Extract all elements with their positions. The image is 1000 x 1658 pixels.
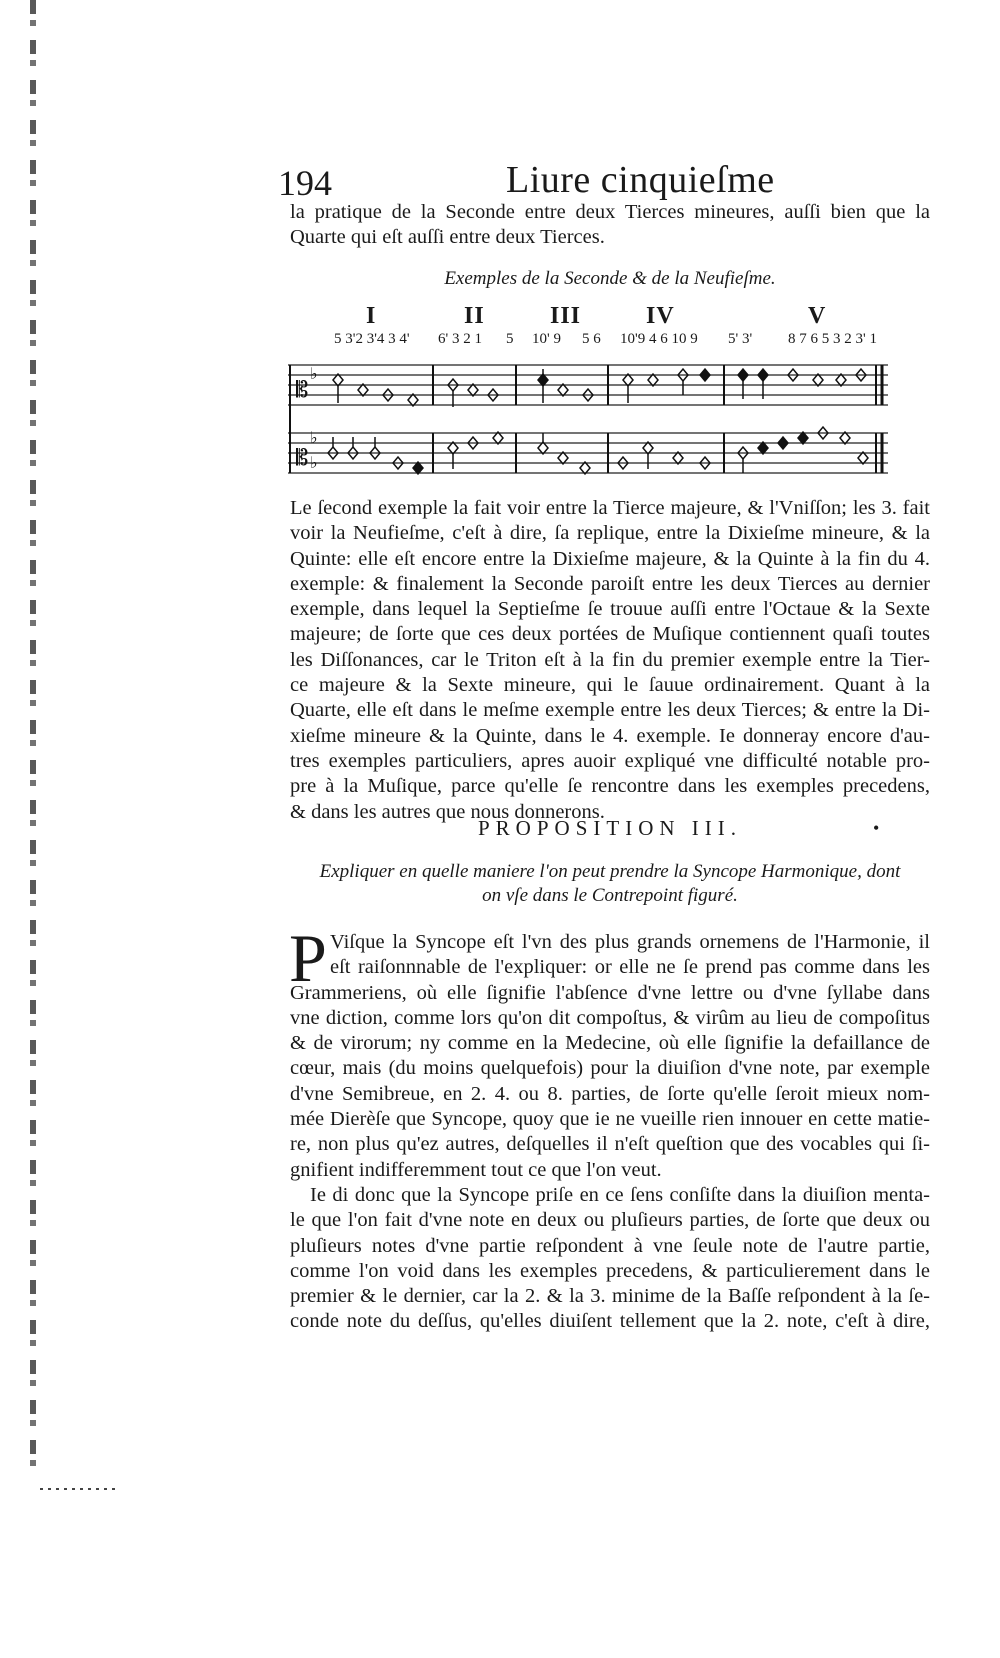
text-line: exemple, dans lequel la Septieſme ſe trouue auſſi entre l'Octaue & la Sexte	[290, 598, 930, 621]
binding-edge-marks	[30, 0, 36, 1480]
page-number: 194	[278, 163, 332, 203]
svg-text:𝄡: 𝄡	[296, 378, 309, 403]
proposition-heading: PROPOSITION III.	[478, 816, 742, 840]
paragraph-1	[290, 496, 930, 825]
text-line: & de virorum; ny comme en la Medecine, où elle ſignifie la defaillance de	[290, 1032, 930, 1055]
text-line: le que l'on fait d'vne note en deux ou pluſieurs parties, de ſorte que deux ou	[290, 1209, 930, 1232]
text-line: exemple: & finalement la Seconde paroiſt entre les deux Tierces au dernier	[290, 572, 930, 595]
example-caption: Exemples de la Seconde & de la Neufieſme.	[444, 268, 776, 289]
interval-figures: 6' 3 2 1	[438, 331, 482, 347]
music-staves	[288, 303, 908, 483]
interval-figures: 5	[506, 331, 514, 347]
proposition-title-line: on vſe dans le Contrepoint figuré.	[482, 885, 738, 906]
music-example	[288, 303, 908, 483]
text-line: premier & le dernier, car la 2. & la 3. minime de la Baſſe reſpondent à la ſe-	[290, 1285, 930, 1308]
text-line: cœur, mais (du moins quelquefois) pour la diuiſion d'vne note, par exemple	[290, 1057, 930, 1080]
running-title: Liure cinquieſme	[506, 159, 775, 201]
proposition-title-line: Expliquer en quelle maniere l'on peut prendre la Syncope Harmonique, dont	[319, 861, 901, 882]
text-line: re, non plus qu'ez autres, deſquelles il n'eſt queſtion que des vocables qui ſi-	[290, 1133, 930, 1156]
text-line: Quinte: elle eſt encore entre la Dixieſme majeure, & la Quinte à la fin du 4.	[290, 547, 930, 570]
text-line: ce majeure & la Sexte mineure, qui le ſauue ordinairement. Quant à la	[290, 674, 930, 697]
text-line: majeure; de ſorte que ces deux portées de Muſique contiennent quaſi toutes	[290, 623, 930, 646]
svg-text:♭: ♭	[310, 455, 318, 472]
example-label: II	[464, 303, 485, 329]
text-line: conde note du deſſus, qu'elles diuiſent tellement que la 2. note, c'eſt à dire,	[290, 1310, 930, 1333]
text-line: vne diction, comme lors qu'on dit compoſtus, & virûm au lieu de compoſitus	[290, 1006, 930, 1029]
text-line: Quarte qui eſt auſſi entre deux Tierces.	[290, 226, 605, 249]
text-line: tres exemples particuliers, apres auoir expliqué vne difficulté notable pro-	[290, 749, 930, 772]
svg-text:𝄡: 𝄡	[296, 446, 309, 471]
text-line: Le ſecond exemple la fait voir entre la Tierce majeure, & l'Vniſſon; les 3. fait	[290, 497, 930, 519]
text-line: Grammeriens, où elle ſignifie l'abſence d'vne lettre ou d'vne ſyllabe dans	[290, 981, 930, 1004]
text-line: mée Dierèſe que Syncope, quoy que ie ne vueille rien innouer en cette matie-	[290, 1108, 930, 1131]
text-line: d'vne Semibreue, en 2. 4. ou 8. parties, de ſorte qu'elle ſeroit mieux nom-	[290, 1082, 930, 1105]
paragraph-3	[290, 1183, 930, 1335]
text-line: & dans les autres que nous donnerons.	[290, 800, 605, 823]
text-line: les Diſſonances, car le Triton eſt à la fin du premier exemple entre la Tier-	[290, 648, 930, 671]
text-line: gnifient indifferemment tout ce que l'on veut.	[290, 1158, 662, 1181]
text-line: xieſme mineure & la Quinte, dans le 4. exemple. Ie donneray encore d'au-	[290, 724, 930, 747]
text-line: Viſque la Syncope eſt l'vn des plus grands ornemens de l'Harmonie, il	[330, 931, 930, 953]
paragraph-2	[290, 981, 930, 1183]
margin-dot: •	[873, 818, 880, 838]
svg-text:♭: ♭	[310, 366, 318, 383]
text-line: pluſieurs notes d'vne partie reſpondent à vne ſeule note de l'autre partie,	[290, 1234, 930, 1257]
example-label: III	[550, 303, 582, 329]
drop-cap: P	[289, 920, 327, 996]
interval-figures: 10' 9	[532, 331, 561, 347]
example-label: IV	[646, 303, 675, 329]
text-line: comme l'on void dans les exemples precedens, & particulierement dans le	[290, 1259, 930, 1282]
text-line: Ie di donc que la Syncope priſe en ce ſens conſiſte dans la diuiſion menta-	[310, 1184, 930, 1206]
text-line: la pratique de la Seconde entre deux Tierces mineures, auſſi bien que la	[290, 201, 930, 223]
text-line: pre à la Muſique, parce qu'elle ſe rencontre dans les exemples precedens,	[290, 775, 930, 798]
example-label: I	[366, 303, 377, 329]
interval-figures: 5' 3'	[728, 331, 753, 347]
interval-figures: 10'9 4 6 10 9	[620, 331, 698, 347]
example-label: V	[808, 303, 827, 329]
proposition-title	[300, 860, 920, 908]
interval-figures: 5 6	[582, 331, 601, 347]
text-line: eſt raiſonnnable de l'expliquer: or elle ne ſe prend pas comme dans les	[330, 956, 930, 979]
intro-paragraph	[290, 200, 930, 251]
interval-figures: 8 7 6 5 3 2 3' 1	[788, 331, 877, 347]
binding-bottom-marks	[40, 1488, 120, 1490]
svg-text:♭: ♭	[310, 430, 318, 447]
text-line: Quarte, elle eſt dans le meſme exemple entre les deux Tierces; & entre la Di-	[290, 699, 930, 722]
interval-figures: 5 3'2 3'4 3 4'	[334, 331, 410, 347]
paragraph-2-indented	[330, 930, 930, 981]
text-line: voir la Neufieſme, c'eſt à dire, ſa replique, entre la Dixieſme mineure, & la	[290, 522, 930, 545]
